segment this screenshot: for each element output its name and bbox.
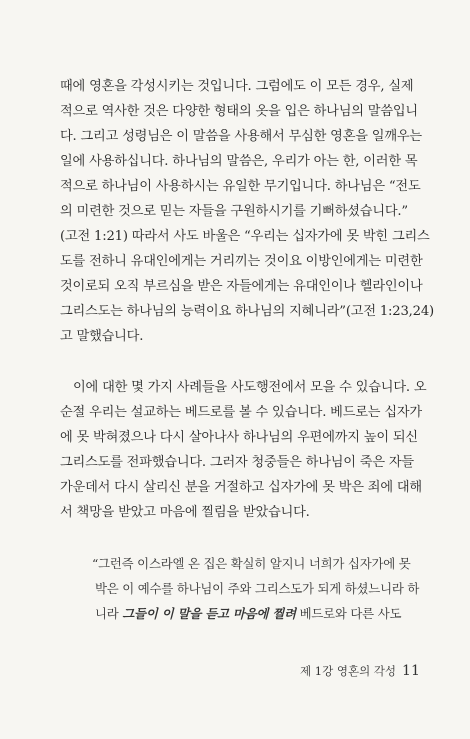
chapter-title: 제 1강 영혼의 각성: [300, 664, 397, 678]
page-footer: [300, 663, 420, 679]
paragraph-1-line: 그리스도는 하나님의 능력이요 하나님의 지혜니라”(고전 1:23,24): [60, 304, 434, 319]
paragraph-1-line: 적으로 역사한 것은 다양한 형태의 옷을 입은 하나님의 말씀입니: [60, 104, 418, 119]
quote-line: 박은 이 예수를 하나님이 주와 그리스도가 되게 하셨느니라 하: [95, 581, 420, 596]
paragraph-1-line: (고전 1:21) 따라서 사도 바울은 “우리는 십자가에 못 박힌 그리스: [60, 229, 430, 244]
paragraph-1-line: 때에 영혼을 각성시키는 것입니다. 그럼에도 이 모든 경우, 실제: [60, 79, 414, 94]
paragraph-1-line: 의 미련한 것으로 믿는 자들을 구원하시기를 기뻐하셨습니다.”: [60, 204, 408, 219]
quote-line: “그런즉 이스라엘 온 집은 확실히 알지니 너희가 십자가에 못: [92, 556, 411, 571]
paragraph-2-line: 그리스도를 전파했습니다. 그러자 청중들은 하나님이 죽은 자들: [60, 455, 414, 470]
paragraph-2-line: 가운데서 다시 살리신 분을 거절하고 십자가에 못 박은 죄에 대해: [60, 480, 422, 495]
quote-line: [95, 608, 410, 620]
quote-text: 니라: [95, 606, 123, 621]
paragraph-2-line: 이에 대한 몇 가지 사례들을 사도행전에서 모을 수 있습니다. 오: [73, 380, 427, 395]
quote-emphasis: 그들이 이 말을 듣고 마음에 찔려: [122, 606, 296, 621]
paragraph-2-line: 순절 우리는 설교하는 베드로를 볼 수 있습니다. 베드로는 십자가: [60, 405, 422, 420]
paragraph-1-line: 일에 사용하십니다. 하나님의 말씀은, 우리가 아는 한, 이러한 목: [60, 154, 418, 169]
paragraph-2-line: 서 책망을 받았고 마음에 찔림을 받았습니다.: [60, 505, 310, 520]
paragraph-1-line: 도를 전하니 유대인에게는 거리끼는 것이요 이방인에게는 미련한: [60, 254, 423, 269]
paragraph-2-line: 에 못 박혀졌으나 다시 살아나사 하나님의 우편에까지 높이 되신: [60, 430, 418, 445]
paragraph-1-line: 다. 그리고 성령님은 이 말씀을 사용해서 무심한 영혼을 일깨우는: [60, 129, 422, 144]
paragraph-1-line: 것이로되 오직 부르심을 받은 자들에게는 유대인이나 헬라인이나: [60, 279, 423, 294]
page-number: 11: [402, 663, 420, 679]
quote-text: 베드로와 다른 사도: [295, 606, 402, 621]
paragraph-1-line: 적으로 하나님이 사용하시는 유일한 무기입니다. 하나님은 “전도: [60, 179, 421, 194]
paragraph-1-line: 고 말했습니다.: [60, 329, 144, 344]
